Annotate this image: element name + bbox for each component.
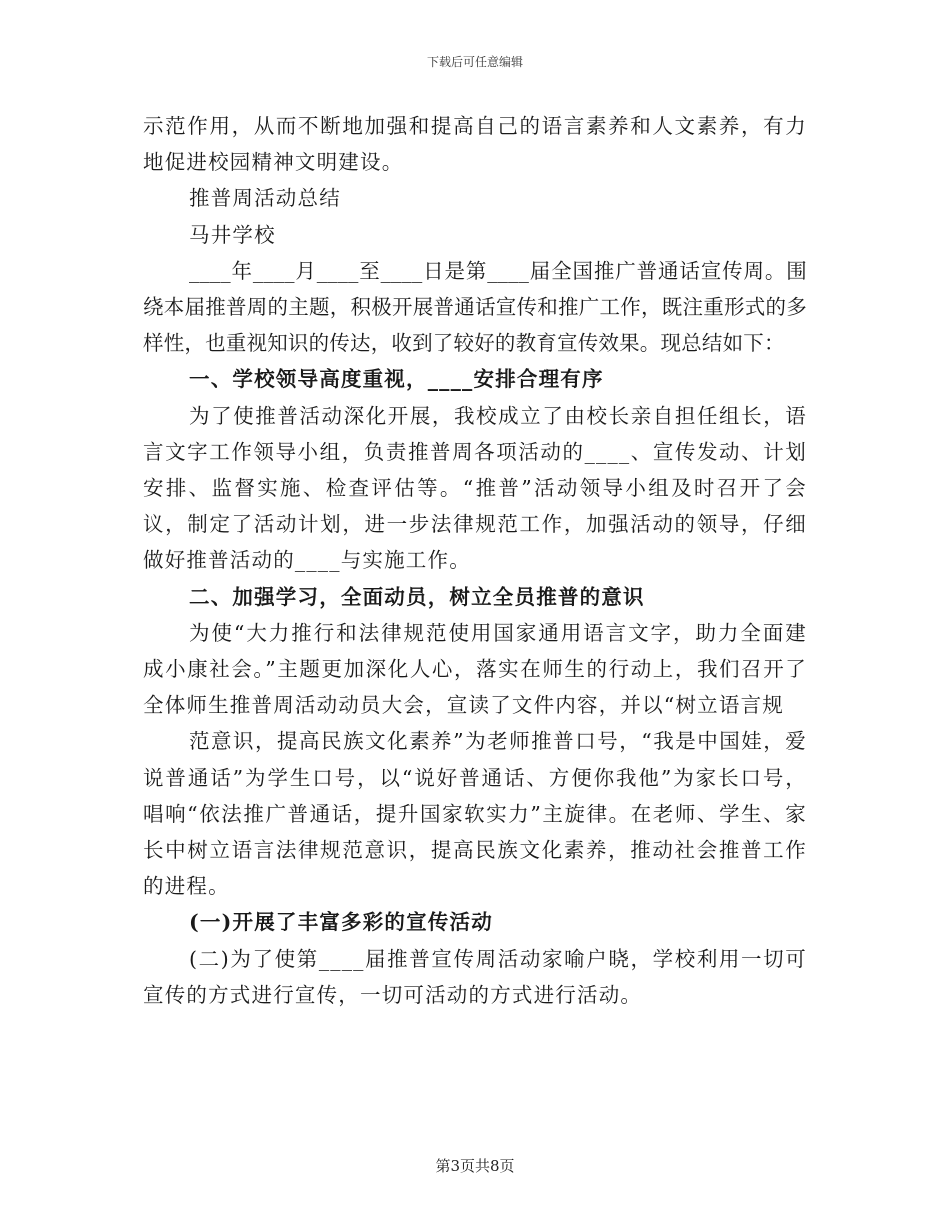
paragraph-section-2: 为使“大力推行和法律规范使用国家通用语言文字，助力全面建成小康社会。”主题更加深化人心，落实在师生的行动上，我们召开了全体师生推普周活动动员大会，宣读了文件内容，并以“树立语言规 (143, 620, 807, 718)
section-heading-1: 一、学校领导高度重视，____安排合理有序 (189, 367, 604, 392)
page-header: 下载后可任意编辑 (426, 55, 523, 69)
paragraph-slogans: 范意识，提高民族文化素养”为老师推普口号，“我是中国娃，爱说普通话”为学生口号，以“说好普通话、方便你我他”为家长口号，唱响“依法推广普通话，提升国家软实力”主旋律。在老师、学生、家长中树立语言法律规范意识，提高民族文化素养，推动社会推普工作的进程。 (143, 729, 807, 899)
paragraph-subsection-2: (二)为了使第____届推普宣传周活动家喻户晓，学校利用一切可宣传的方式进行宣传，一切可活动的方式进行活动。 (143, 946, 807, 1007)
school-name: 马井学校 (189, 222, 276, 247)
page-number: 第3页共8页 (435, 1157, 515, 1175)
paragraph-section-1: 为了使推普活动深化开展，我校成立了由校长亲自担任组长，语言文字工作领导小组，负责推普周各项活动的____、宣传发动、计划安排、监督实施、检查评估等。“推普”活动领导小组及时召开了会议，制定了活动计划，进一步法律规范工作，加强活动的领导，仔细做好推普活动的____与实施工作。 (143, 403, 807, 573)
section-heading-2: 二、加强学习，全面动员，树立全员推普的意识 (189, 584, 645, 609)
paragraph-intro: ____年____月____至____日是第____届全国推广普通话宣传周。围绕本届推普周的主题，积极开展普通话宣传和推广工作，既注重形式的多样性，也重视知识的传达，收到了较好的教育宣传效果。现总结如下： (143, 258, 807, 356)
paragraph-continuation: 示范作用，从而不断地加强和提高自己的语言素养和人文素养，有力地促进校园精神文明建设。 (143, 114, 807, 175)
subsection-heading-1: (一)开展了丰富多彩的宣传活动 (189, 910, 493, 935)
document-title: 推普周活动总结 (189, 186, 341, 211)
document-body (143, 108, 807, 1013)
